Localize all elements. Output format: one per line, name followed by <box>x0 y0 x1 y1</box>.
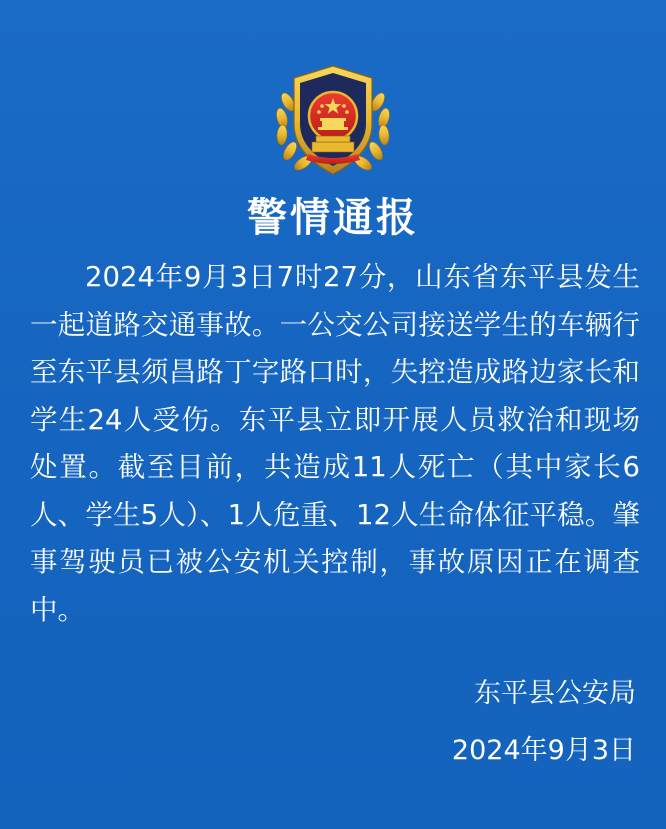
page-title: 警情通报 <box>247 195 419 241</box>
police-emblem-icon <box>268 62 398 180</box>
issuer: 东平县公安局 <box>474 678 636 709</box>
notice-body: 2024年9月3日7时27分，山东省东平县发生一起道路交通事故。一公交公司接送学生的车辆行至东平县须昌路丁字路口时，失控造成路边家长和学生24人受伤。东平县立即开展人员救治和现场处置。截至目前，共造成11人死亡（其中家长6人、学生5人）、1人危重、12人生命体征平稳。肇事驾驶员已被公安机关控制，事故原因正在调查中。 <box>30 261 640 626</box>
issue-date: 2024年9月3日 <box>451 735 636 766</box>
signature-block <box>452 665 636 779</box>
